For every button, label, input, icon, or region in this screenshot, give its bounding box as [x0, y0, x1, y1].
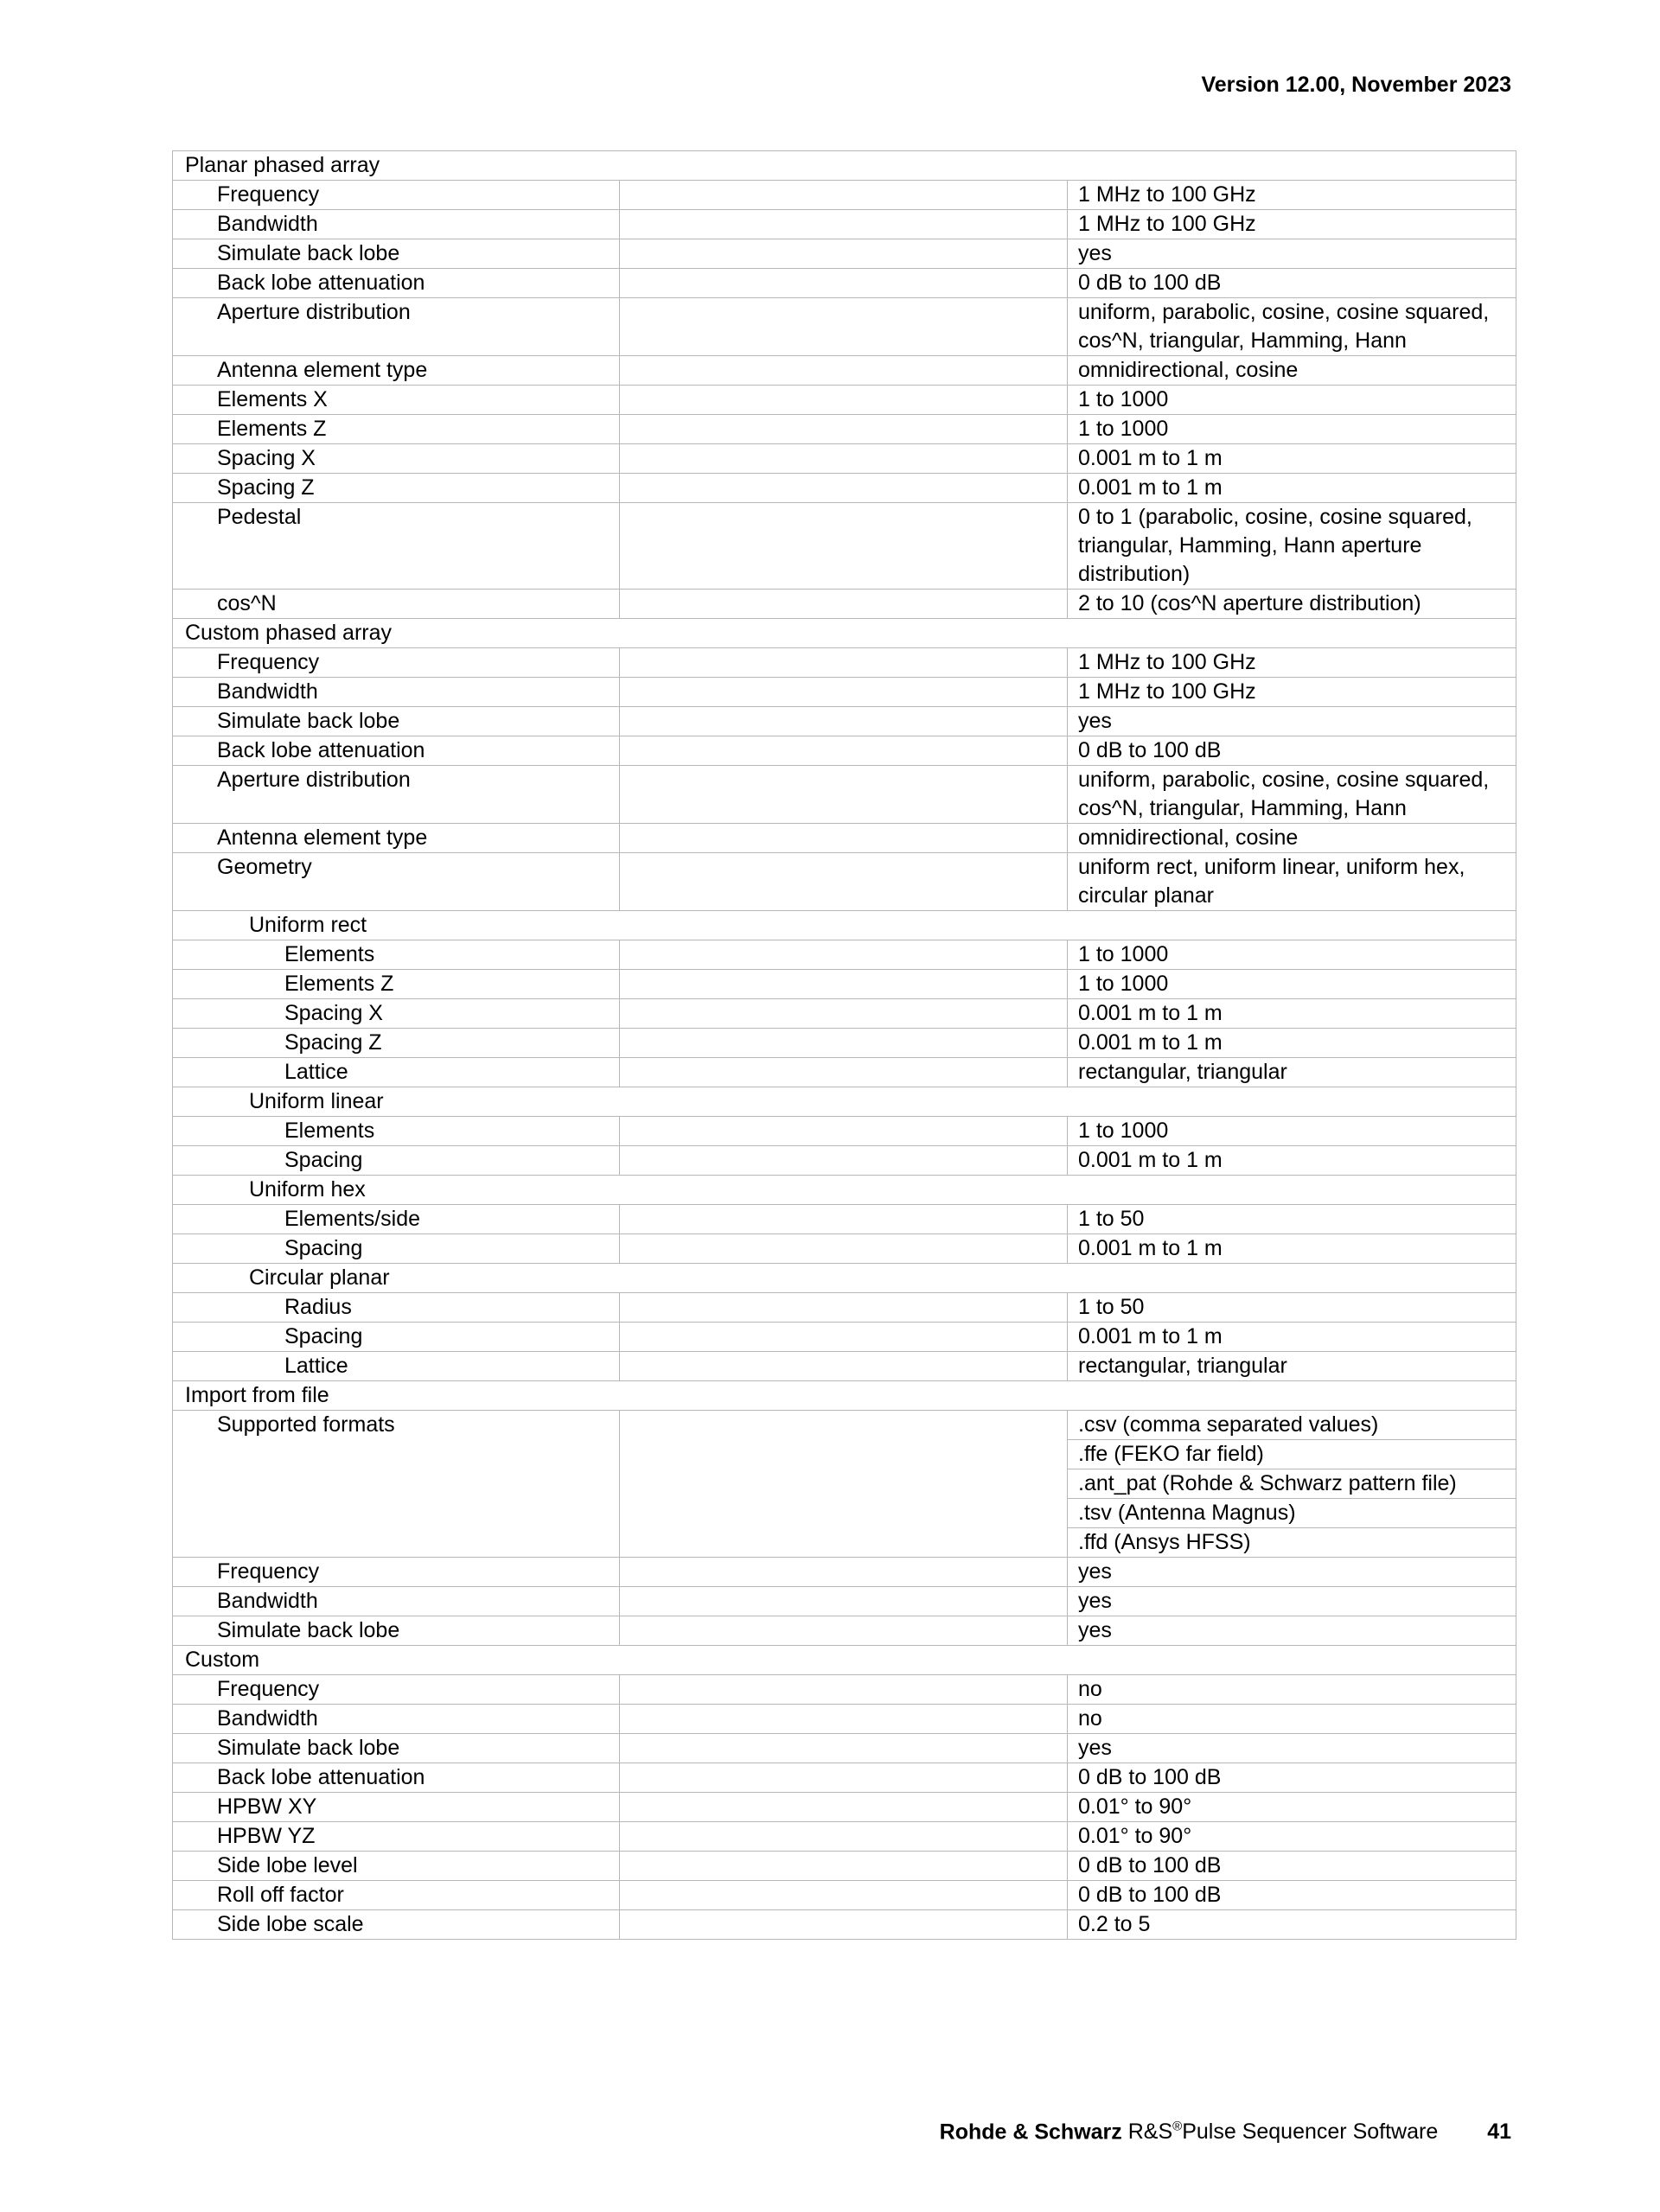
- parameter-value: omnidirectional, cosine: [1068, 356, 1516, 386]
- table-row: [173, 766, 1516, 824]
- parameter-label: Simulate back lobe: [173, 1734, 620, 1763]
- parameter-label: Frequency: [173, 1675, 620, 1705]
- parameter-value: rectangular, triangular: [1068, 1352, 1516, 1381]
- parameter-label: Bandwidth: [173, 1587, 620, 1616]
- table-row: [173, 678, 1516, 707]
- parameter-label: Antenna element type: [173, 356, 620, 386]
- parameter-label: Lattice: [173, 1058, 620, 1087]
- parameter-label: Elements: [173, 1117, 620, 1146]
- parameter-label: Antenna element type: [173, 824, 620, 853]
- parameter-value: 0.001 m to 1 m: [1068, 1234, 1516, 1264]
- section-row: [173, 151, 1516, 181]
- section-row: [173, 1646, 1516, 1675]
- blank-cell: [620, 1058, 1068, 1087]
- blank-cell: [620, 1029, 1068, 1058]
- table-row: [173, 1910, 1516, 1940]
- blank-cell: [620, 1352, 1068, 1381]
- table-row: [173, 648, 1516, 678]
- table-row: [173, 1234, 1516, 1264]
- parameter-value: 0 dB to 100 dB: [1068, 1881, 1516, 1910]
- parameter-value: yes: [1068, 1587, 1516, 1616]
- parameter-value: 1 to 1000: [1068, 415, 1516, 444]
- blank-cell: [620, 648, 1068, 678]
- blank-cell: [620, 1675, 1068, 1705]
- parameter-value: 1 MHz to 100 GHz: [1068, 648, 1516, 678]
- parameter-value: 1 to 1000: [1068, 940, 1516, 970]
- specifications-table: [172, 150, 1516, 1940]
- parameter-value: 0.01° to 90°: [1068, 1822, 1516, 1852]
- parameter-value: 0.2 to 5: [1068, 1910, 1516, 1940]
- blank-cell: [620, 1793, 1068, 1822]
- parameter-value: 1 to 50: [1068, 1293, 1516, 1323]
- table-row: [173, 1029, 1516, 1058]
- table-row: [173, 298, 1516, 356]
- parameter-value: 0.001 m to 1 m: [1068, 999, 1516, 1029]
- parameter-label: Roll off factor: [173, 1881, 620, 1910]
- blank-cell: [620, 1587, 1068, 1616]
- parameter-label: Spacing: [173, 1234, 620, 1264]
- specifications-table-body: [173, 151, 1516, 1940]
- registered-mark: ®: [1172, 2120, 1183, 2134]
- blank-cell: [620, 1117, 1068, 1146]
- section-heading: Custom: [173, 1646, 1516, 1675]
- table-row: [173, 444, 1516, 474]
- parameter-label: Bandwidth: [173, 210, 620, 239]
- parameter-label: Aperture distribution: [173, 766, 620, 824]
- table-row: [173, 1058, 1516, 1087]
- table-row: [173, 415, 1516, 444]
- table-row: [173, 386, 1516, 415]
- table-row: [173, 1616, 1516, 1646]
- parameter-value: rectangular, triangular: [1068, 1058, 1516, 1087]
- table-row: [173, 999, 1516, 1029]
- parameter-value: 0 to 1 (parabolic, cosine, cosine squared, triangular, Hamming, Hann aperture distribution): [1068, 503, 1516, 590]
- parameter-label: Geometry: [173, 853, 620, 911]
- parameter-label: Radius: [173, 1293, 620, 1323]
- parameter-label: Bandwidth: [173, 678, 620, 707]
- blank-cell: [620, 1852, 1068, 1881]
- parameter-value: .tsv (Antenna Magnus): [1068, 1499, 1516, 1528]
- parameter-label: Spacing X: [173, 444, 620, 474]
- blank-cell: [620, 415, 1068, 444]
- parameter-value: 1 MHz to 100 GHz: [1068, 678, 1516, 707]
- blank-cell: [620, 269, 1068, 298]
- table-row: [173, 356, 1516, 386]
- blank-cell: [620, 824, 1068, 853]
- table-row: [173, 239, 1516, 269]
- parameter-label: Spacing X: [173, 999, 620, 1029]
- section-row: [173, 619, 1516, 648]
- section-heading: Uniform rect: [173, 911, 1516, 940]
- blank-cell: [620, 356, 1068, 386]
- parameter-value: 0.001 m to 1 m: [1068, 444, 1516, 474]
- blank-cell: [620, 853, 1068, 911]
- parameter-value: 1 to 50: [1068, 1205, 1516, 1234]
- table-row: [173, 1763, 1516, 1793]
- parameter-label: Side lobe scale: [173, 1910, 620, 1940]
- parameter-label: Side lobe level: [173, 1852, 620, 1881]
- footer-brand: Rohde & Schwarz: [939, 2120, 1122, 2145]
- parameter-label: HPBW XY: [173, 1793, 620, 1822]
- parameter-value: yes: [1068, 707, 1516, 736]
- table-row: [173, 1146, 1516, 1176]
- table-row: [173, 210, 1516, 239]
- blank-cell: [620, 503, 1068, 590]
- parameter-value: 1 to 1000: [1068, 970, 1516, 999]
- parameter-value: 1 MHz to 100 GHz: [1068, 181, 1516, 210]
- table-row: [173, 269, 1516, 298]
- blank-cell: [620, 1616, 1068, 1646]
- blank-cell: [620, 386, 1068, 415]
- parameter-value: yes: [1068, 1558, 1516, 1587]
- parameter-value: .ffe (FEKO far field): [1068, 1440, 1516, 1469]
- parameter-label: Simulate back lobe: [173, 239, 620, 269]
- blank-cell: [620, 1205, 1068, 1234]
- blank-cell: [620, 1881, 1068, 1910]
- parameter-label: Bandwidth: [173, 1705, 620, 1734]
- blank-cell: [620, 239, 1068, 269]
- table-row: [173, 940, 1516, 970]
- blank-cell: [620, 940, 1068, 970]
- parameter-value: yes: [1068, 239, 1516, 269]
- parameter-label: Back lobe attenuation: [173, 269, 620, 298]
- blank-cell: [620, 970, 1068, 999]
- parameter-label: Lattice: [173, 1352, 620, 1381]
- parameter-label: Back lobe attenuation: [173, 1763, 620, 1793]
- table-row: [173, 1852, 1516, 1881]
- parameter-label: Spacing: [173, 1146, 620, 1176]
- parameter-value: yes: [1068, 1734, 1516, 1763]
- table-row: [173, 707, 1516, 736]
- parameter-value: 0 dB to 100 dB: [1068, 736, 1516, 766]
- footer-product-name: Pulse Sequencer Software: [1182, 2120, 1439, 2145]
- parameter-value: 1 to 1000: [1068, 1117, 1516, 1146]
- parameter-label: Supported formats: [173, 1411, 620, 1558]
- table-row: [173, 1734, 1516, 1763]
- parameter-value: 1 to 1000: [1068, 386, 1516, 415]
- table-row: [173, 970, 1516, 999]
- table-row: [173, 736, 1516, 766]
- blank-cell: [620, 1234, 1068, 1264]
- parameter-value: 0 dB to 100 dB: [1068, 1763, 1516, 1793]
- blank-cell: [620, 707, 1068, 736]
- table-row: [173, 1293, 1516, 1323]
- blank-cell: [620, 1910, 1068, 1940]
- table-row: [173, 1205, 1516, 1234]
- section-heading: Import from file: [173, 1381, 1516, 1411]
- parameter-value: 0 dB to 100 dB: [1068, 1852, 1516, 1881]
- parameter-label: cos^N: [173, 590, 620, 619]
- blank-cell: [620, 736, 1068, 766]
- section-row: [173, 911, 1516, 940]
- parameter-label: Simulate back lobe: [173, 1616, 620, 1646]
- table-row: [173, 1323, 1516, 1352]
- parameter-value: 0.01° to 90°: [1068, 1793, 1516, 1822]
- parameter-value: 0 dB to 100 dB: [1068, 269, 1516, 298]
- document-version: Version 12.00, November 2023: [1201, 73, 1511, 97]
- section-row: [173, 1381, 1516, 1411]
- parameter-label: Elements/side: [173, 1205, 620, 1234]
- table-row: [173, 474, 1516, 503]
- blank-cell: [620, 1822, 1068, 1852]
- parameter-value: 0.001 m to 1 m: [1068, 1146, 1516, 1176]
- table-row: [173, 1352, 1516, 1381]
- table-row: [173, 1558, 1516, 1587]
- table-row: [173, 590, 1516, 619]
- section-heading: Uniform linear: [173, 1087, 1516, 1117]
- blank-cell: [620, 766, 1068, 824]
- blank-cell: [620, 1293, 1068, 1323]
- parameter-value: uniform, parabolic, cosine, cosine squared, cos^N, triangular, Hamming, Hann: [1068, 766, 1516, 824]
- table-row: [173, 1793, 1516, 1822]
- table-row: [173, 1705, 1516, 1734]
- parameter-value: 2 to 10 (cos^N aperture distribution): [1068, 590, 1516, 619]
- blank-cell: [620, 1411, 1068, 1558]
- parameter-value: omnidirectional, cosine: [1068, 824, 1516, 853]
- parameter-value: uniform, parabolic, cosine, cosine squared, cos^N, triangular, Hamming, Hann: [1068, 298, 1516, 356]
- parameter-value: 0.001 m to 1 m: [1068, 1323, 1516, 1352]
- parameter-value: .ant_pat (Rohde & Schwarz pattern file): [1068, 1469, 1516, 1499]
- table-row: [173, 1881, 1516, 1910]
- blank-cell: [620, 590, 1068, 619]
- parameter-label: Elements: [173, 940, 620, 970]
- page-number: 41: [1487, 2120, 1511, 2145]
- section-row: [173, 1176, 1516, 1205]
- parameter-label: Spacing Z: [173, 1029, 620, 1058]
- parameter-value: 0.001 m to 1 m: [1068, 474, 1516, 503]
- parameter-label: Simulate back lobe: [173, 707, 620, 736]
- parameter-label: Back lobe attenuation: [173, 736, 620, 766]
- parameter-value: no: [1068, 1705, 1516, 1734]
- parameter-value: .ffd (Ansys HFSS): [1068, 1528, 1516, 1558]
- footer-product-prefix: R&S: [1127, 2120, 1173, 2145]
- table-row: [173, 1117, 1516, 1146]
- section-heading: Circular planar: [173, 1264, 1516, 1293]
- parameter-value: yes: [1068, 1616, 1516, 1646]
- parameter-label: Spacing Z: [173, 474, 620, 503]
- blank-cell: [620, 1763, 1068, 1793]
- parameter-label: Frequency: [173, 648, 620, 678]
- table-row: [173, 181, 1516, 210]
- parameter-label: Elements Z: [173, 415, 620, 444]
- table-row: [173, 824, 1516, 853]
- blank-cell: [620, 210, 1068, 239]
- parameter-label: Frequency: [173, 181, 620, 210]
- blank-cell: [620, 999, 1068, 1029]
- blank-cell: [620, 1323, 1068, 1352]
- section-heading: Custom phased array: [173, 619, 1516, 648]
- table-row: [173, 1822, 1516, 1852]
- blank-cell: [620, 181, 1068, 210]
- section-heading: Uniform hex: [173, 1176, 1516, 1205]
- blank-cell: [620, 298, 1068, 356]
- parameter-value: 1 MHz to 100 GHz: [1068, 210, 1516, 239]
- blank-cell: [620, 1705, 1068, 1734]
- table-row: [173, 1587, 1516, 1616]
- table-row: [173, 503, 1516, 590]
- blank-cell: [620, 444, 1068, 474]
- table-row: [173, 1675, 1516, 1705]
- blank-cell: [620, 474, 1068, 503]
- parameter-label: Spacing: [173, 1323, 620, 1352]
- blank-cell: [620, 1146, 1068, 1176]
- parameter-label: Elements Z: [173, 970, 620, 999]
- parameter-value: 0.001 m to 1 m: [1068, 1029, 1516, 1058]
- page-footer: [940, 2120, 1511, 2145]
- table-row: [173, 1411, 1516, 1440]
- section-row: [173, 1087, 1516, 1117]
- parameter-label: Aperture distribution: [173, 298, 620, 356]
- blank-cell: [620, 678, 1068, 707]
- parameter-label: Pedestal: [173, 503, 620, 590]
- parameter-value: no: [1068, 1675, 1516, 1705]
- parameter-label: Frequency: [173, 1558, 620, 1587]
- parameter-label: Elements X: [173, 386, 620, 415]
- blank-cell: [620, 1734, 1068, 1763]
- parameter-value: uniform rect, uniform linear, uniform hex, circular planar: [1068, 853, 1516, 911]
- blank-cell: [620, 1558, 1068, 1587]
- section-heading: Planar phased array: [173, 151, 1516, 181]
- section-row: [173, 1264, 1516, 1293]
- parameter-label: HPBW YZ: [173, 1822, 620, 1852]
- table-row: [173, 853, 1516, 911]
- parameter-value: .csv (comma separated values): [1068, 1411, 1516, 1440]
- footer-product: [1128, 2120, 1438, 2144]
